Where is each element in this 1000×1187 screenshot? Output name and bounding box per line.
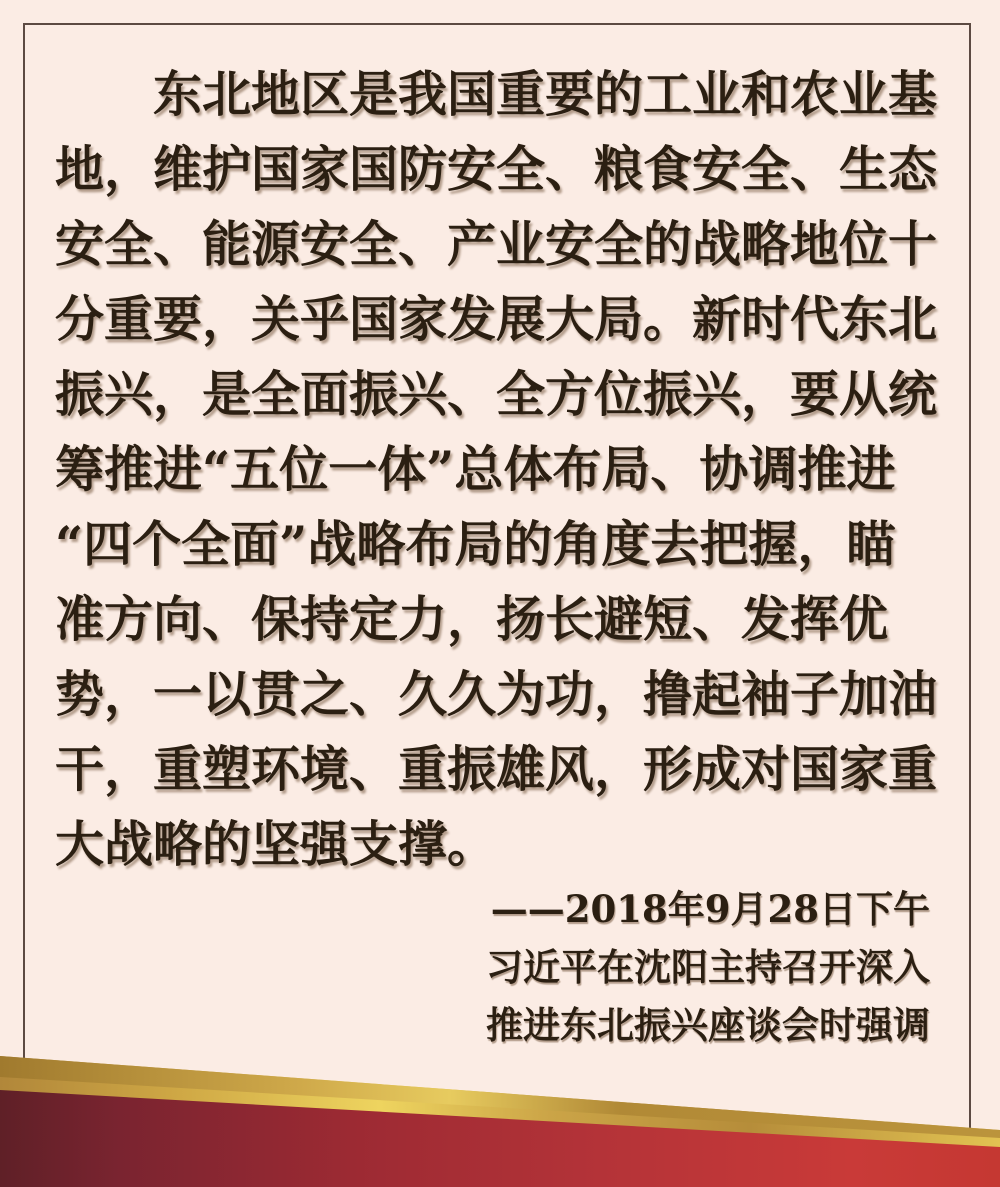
quote-line: 振兴，是全面振兴、全方位振兴，要从统 [55,365,938,423]
quote-line: 干，重塑环境、重振雄风，形成对国家重 [55,740,938,798]
attribution [486,880,930,1054]
quote-line: 筹推进“五位一体”总体布局、协调推进 [55,440,896,498]
attribution-line: 推进东北振兴座谈会时强调 [486,1003,930,1047]
quote-line: 东北地区是我国重要的工业和农业基 [153,65,938,123]
quote-line: 势，一以贯之、久久为功，撸起袖子加油 [55,665,938,723]
quote-line: 分重要，关乎国家发展大局。新时代东北 [55,290,938,348]
attribution-line: 习近平在沈阳主持召开深入 [486,945,930,989]
quote-line: 地，维护国家国防安全、粮食安全、生态 [55,140,938,198]
attribution-date: ——2018年9月28日下午 [490,887,930,931]
quote-line: 准方向、保持定力，扬长避短、发挥优 [55,590,889,648]
quote-line: “四个全面”战略布局的角度去把握，瞄 [55,515,896,573]
quote-line: 安全、能源安全、产业安全的战略地位十 [55,215,938,273]
quote-line: 大战略的坚强支撑。 [55,815,497,873]
quote-text [55,57,947,882]
gold-red-ribbon [0,1040,1000,1187]
